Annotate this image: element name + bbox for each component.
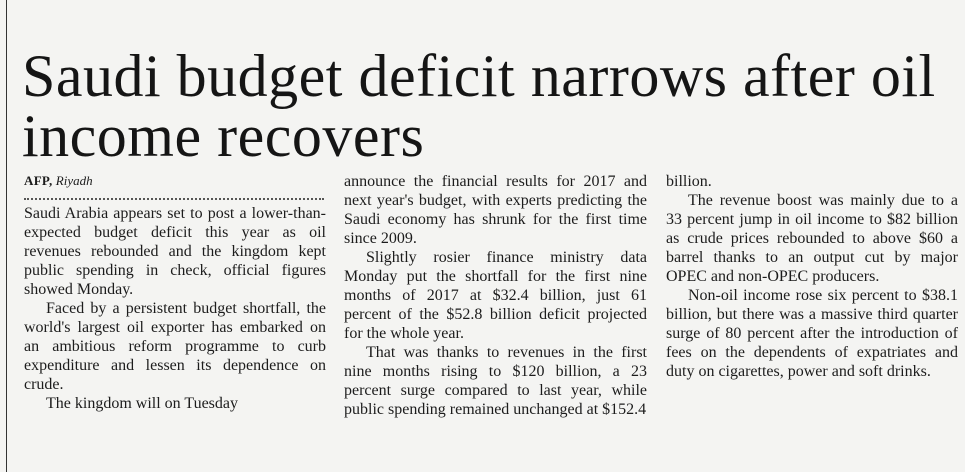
- byline-agency: AFP,: [24, 173, 53, 188]
- byline-place: Riyadh: [55, 173, 93, 188]
- paragraph: Non-oil income rose six percent to $38.1 billion, but there was a massive third quarter surge of 80 percent after the introduction of fees on the dependents of expatriates and duty on cigarettes, power and soft drinks.: [666, 287, 958, 380]
- paragraph: Faced by a persistent budget shortfall, the world's largest oil exporter has embarked on an ambitious reform programme to curb expenditure and lessen its dependence on crude.: [24, 300, 326, 393]
- paragraph: Saudi Arabia appears set to post a lower-than-expected budget deficit this year as oil revenues rebounded and the kingdom kept public spending in check, official figures showed Monday.: [24, 205, 326, 298]
- article-column-1: [24, 172, 326, 413]
- byline-dotted-rule: [24, 190, 324, 200]
- paragraph: billion.: [666, 173, 712, 190]
- article-column-2: [344, 172, 647, 419]
- article-column-3: [666, 172, 958, 381]
- paragraph: announce the financial results for 2017 and next year's budget, with experts predicting the Saudi economy has shrunk for the first time since 2009.: [344, 173, 647, 247]
- paragraph: Slightly rosier finance ministry data Monday put the shortfall for the first nine months of 2017 at $32.4 billion, just 61 percent of the $52.8 billion deficit projected for the whole year.: [344, 249, 647, 342]
- paragraph: That was thanks to revenues in the first nine months rising to $120 billion, a 23 percent surge compared to last year, while public spending remained unchanged at $152.4: [344, 344, 647, 418]
- paragraph: The revenue boost was mainly due to a 33 percent jump in oil income to $82 billion as crude prices rebounded to above $60 a barrel thanks to an output cut by major OPEC and non-OPEC producers.: [666, 192, 958, 285]
- column-divider-rule: [6, 0, 7, 472]
- article-headline: Saudi budget deficit narrows after oil income recovers: [22, 43, 936, 169]
- paragraph: The kingdom will on Tuesday: [46, 395, 239, 412]
- byline: [24, 172, 326, 190]
